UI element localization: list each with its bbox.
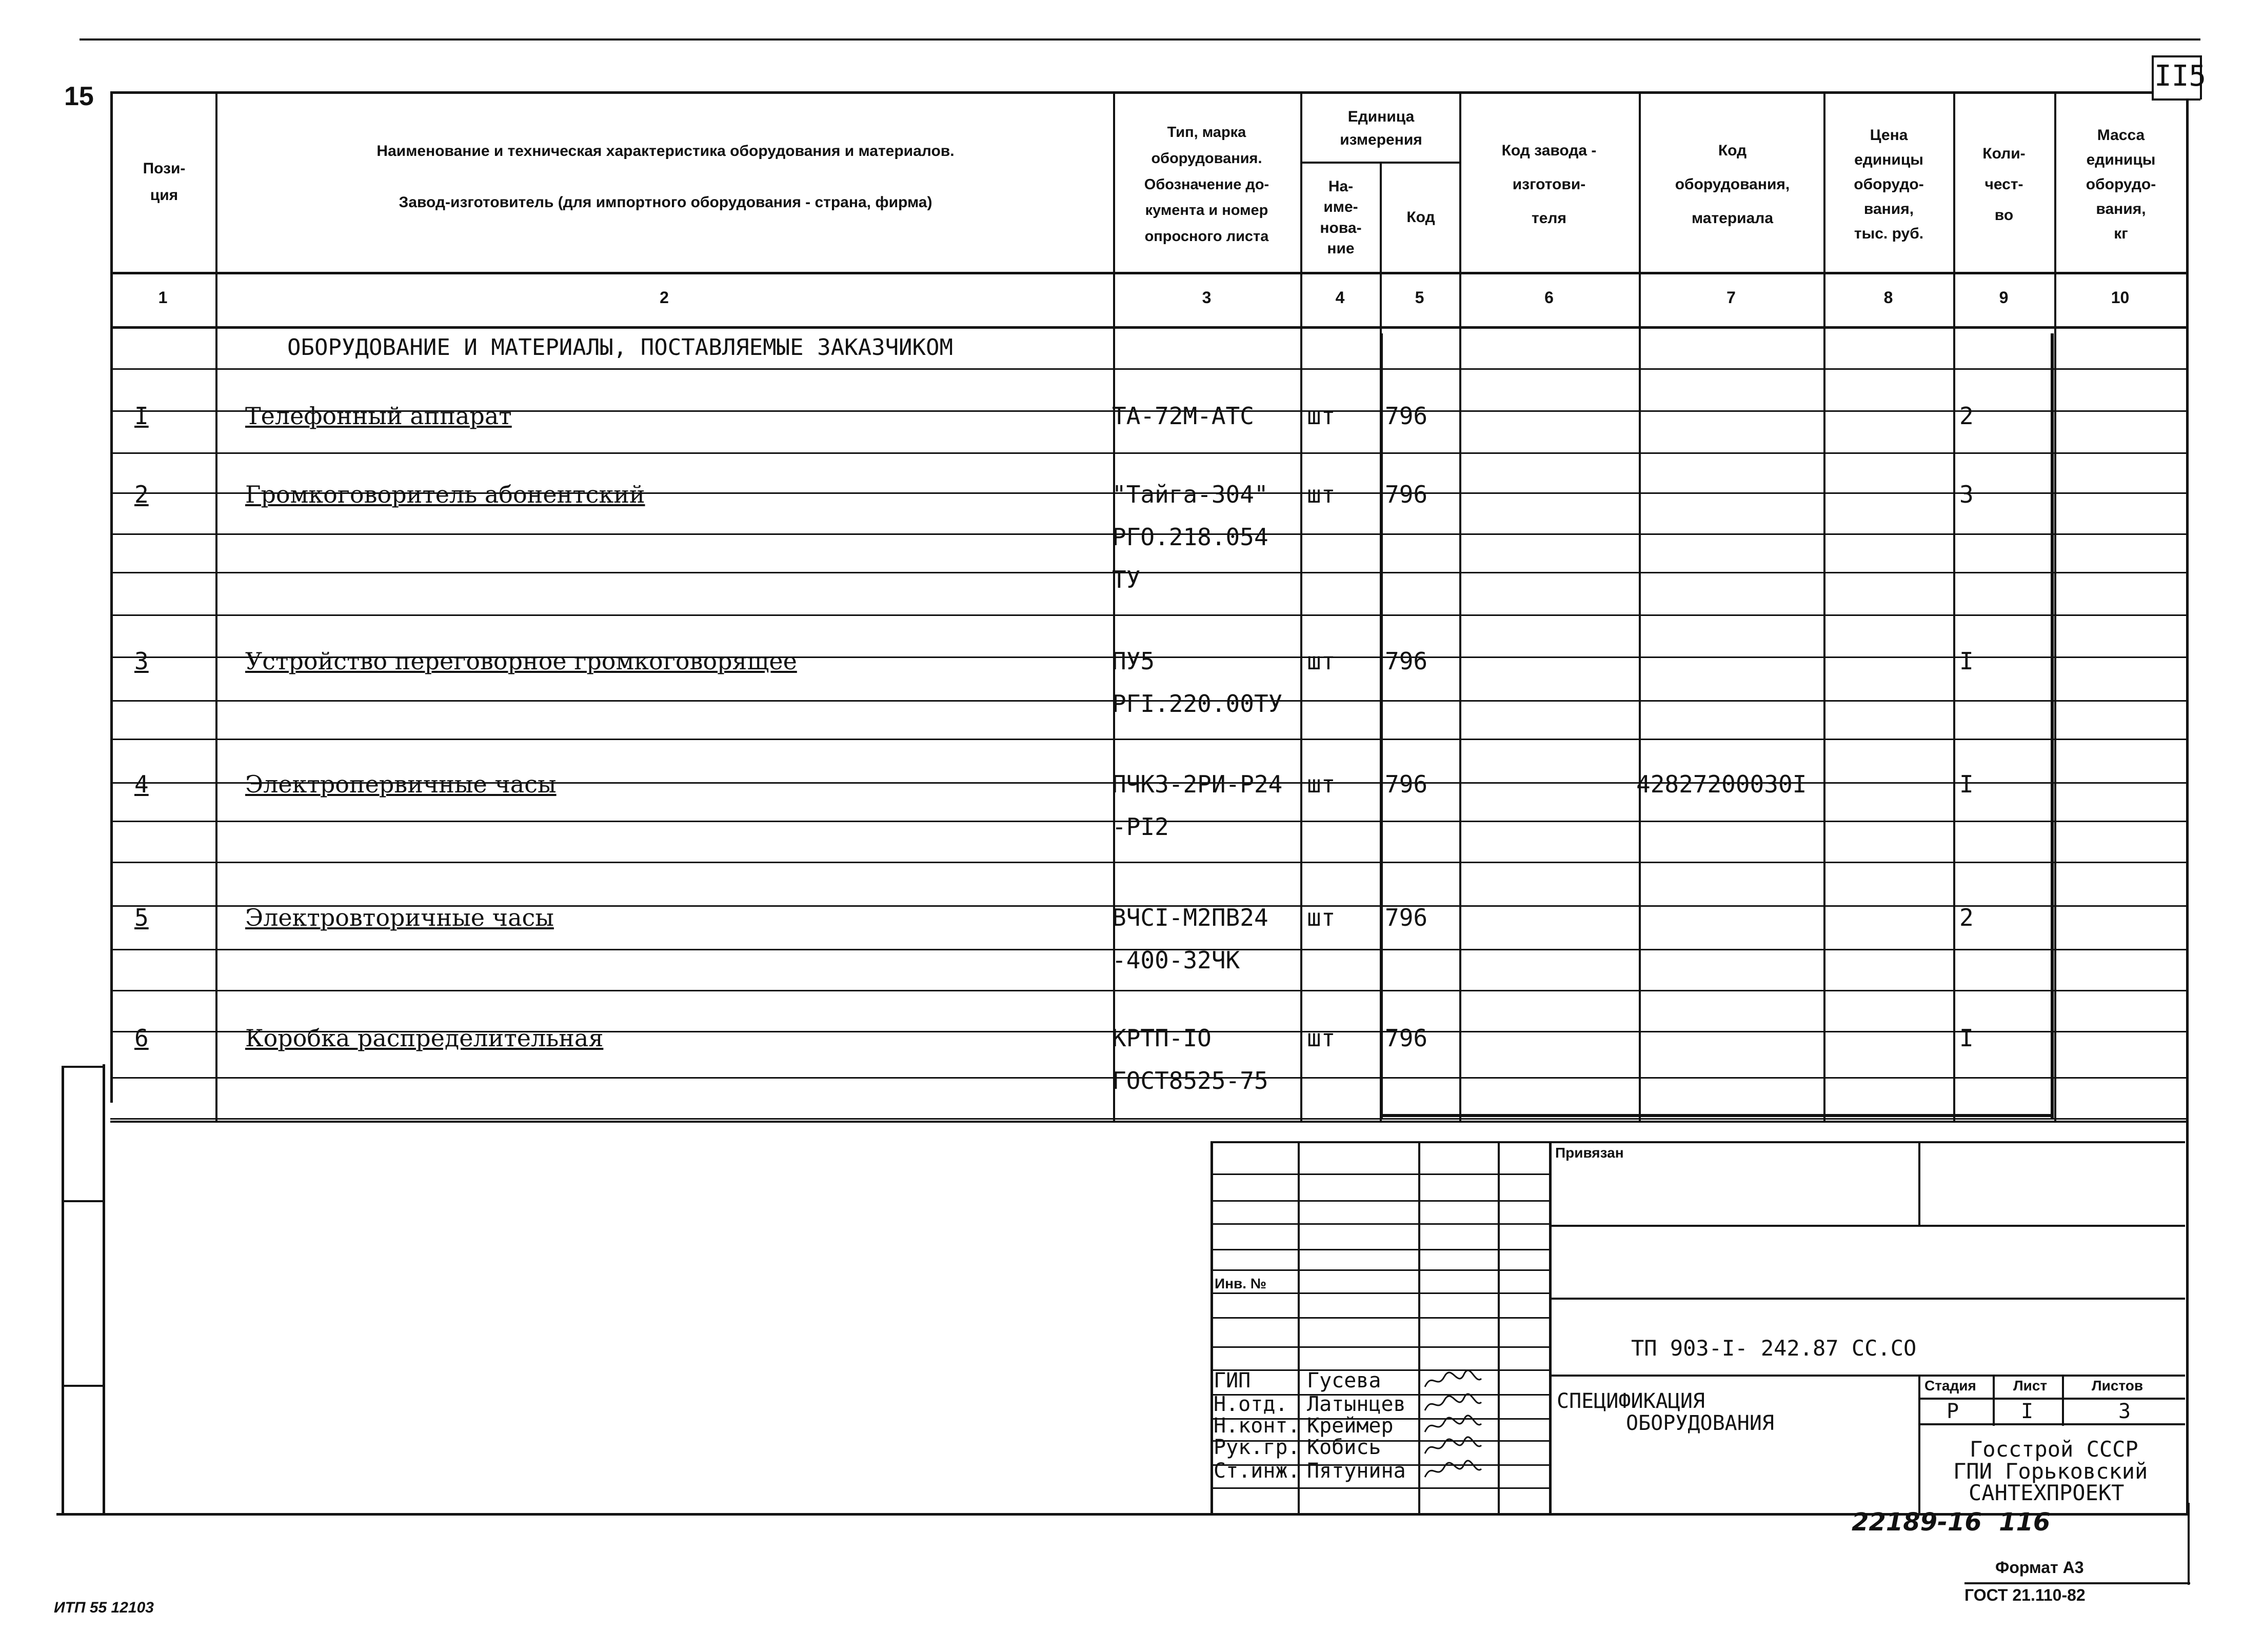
column-divider (2054, 91, 2056, 1121)
binding-strip-line (62, 1067, 64, 1513)
role-label: Ст.инж. (1214, 1459, 1300, 1483)
row-name: Громкоговоритель абонентский (245, 481, 645, 508)
header-unit-name: На- име- нова- ние (1320, 177, 1362, 257)
bottom-left-code: ИТП 55 12103 (54, 1599, 154, 1616)
header-name-line2: Завод-изготовитель (для импортного оборудования - страна, фирма) (399, 193, 932, 211)
title-block-row-line (1210, 1249, 1549, 1250)
title-block-row-line (1210, 1200, 1549, 1202)
signature-icon (1422, 1369, 1483, 1392)
person-name: Кобись (1307, 1436, 1381, 1459)
row-unit-code: 796 (1385, 904, 1428, 931)
column-divider (1823, 91, 1825, 1121)
row-unit-code: 796 (1385, 647, 1428, 675)
row-quantity: I (1959, 770, 1974, 798)
row-equipment-code: 42827200030I (1636, 770, 1807, 798)
row-position: 5 (134, 904, 149, 931)
row-unit: шт (1307, 647, 1336, 675)
title-block-row-line (1210, 1346, 1549, 1348)
header-name-line1: Наименование и техническая характеристика оборудования и материалов. (376, 142, 955, 160)
document-code: ТП 903-I- 242.87 СС.СО (1631, 1336, 1917, 1361)
row-type: ТА-72М-АТС (1112, 402, 1254, 430)
handwritten-archive-code: 22189-16 116 (1852, 1508, 2051, 1537)
row-type: ТУ (1112, 566, 1141, 593)
header-unit-code: Код (1406, 209, 1435, 226)
organization-line3: САНТЕХПРОЕКТ (1969, 1480, 2125, 1505)
signature-icon (1422, 1415, 1483, 1437)
row-separator (110, 452, 2188, 454)
signature-icon (1422, 1436, 1483, 1459)
row-quantity: 2 (1959, 904, 1974, 931)
title-block-row-line (1210, 1269, 1549, 1271)
person-name: Креймер (1307, 1414, 1394, 1438)
row-name: Электропервичные часы (245, 770, 557, 798)
sheet-number: II5 (2154, 59, 2207, 93)
role-label: Н.отд. (1214, 1392, 1288, 1416)
row-type: ПУ5 (1112, 647, 1155, 675)
title-block-row-line (1210, 1487, 1549, 1489)
row-type: КРТП-IO (1112, 1024, 1212, 1052)
column-number: 8 (1883, 288, 1893, 307)
column-number: 6 (1544, 288, 1554, 307)
header-position: Пози- ция (143, 160, 186, 204)
section-title: ОБОРУДОВАНИЕ И МАТЕРИАЛЫ, ПОСТАВЛЯЕМЫЕ ЗАКАЗЧИКОМ (287, 334, 954, 361)
row-name: Устройство переговорное громкоговорящее (245, 647, 797, 675)
role-label: ГИП (1214, 1369, 1251, 1392)
organization-line1: Госстрой СССР (1970, 1437, 2138, 1462)
row-unit: шт (1307, 904, 1336, 931)
header-name (221, 95, 1110, 269)
row-position: I (134, 402, 149, 430)
sheets-value: 3 (2118, 1400, 2131, 1423)
row-separator (110, 368, 2188, 370)
person-name: Латынцев (1307, 1392, 1406, 1416)
title-block-row-line (1210, 1173, 1549, 1175)
row-separator (110, 990, 2188, 991)
left-page-number: 15 (64, 82, 94, 111)
row-unit: шт (1307, 402, 1336, 430)
column-number: 5 (1415, 288, 1424, 307)
row-position: 4 (134, 770, 149, 798)
header-type: Тип, марка оборудования. Обозначение до- кумента и номер опросного листа (1144, 124, 1269, 245)
row-quantity: I (1959, 1024, 1974, 1052)
format-label: Формат А3 (1995, 1558, 2084, 1577)
column-divider (1300, 91, 1302, 1121)
row-quantity: 3 (1959, 481, 1974, 508)
row-type: ПЧКЗ-2РИ-Р24 (1112, 770, 1283, 798)
column-number: 1 (158, 288, 168, 307)
row-separator (110, 739, 2188, 740)
row-position: 2 (134, 481, 149, 508)
row-position: 6 (134, 1024, 149, 1052)
person-name: Пятунина (1307, 1459, 1406, 1483)
doc-title-line1: СПЕЦИФИКАЦИЯ (1557, 1389, 1705, 1413)
title-block-row-line (1210, 1292, 1549, 1294)
column-number: 7 (1726, 288, 1736, 307)
row-type: "Тайга-304" (1112, 481, 1268, 508)
row-separator (110, 862, 2188, 863)
column-divider (215, 91, 217, 1121)
header-quantity: Коли- чест- во (1982, 145, 2026, 224)
column-divider (1459, 91, 1461, 1121)
signature-icon (1422, 1460, 1483, 1482)
row-unit-code: 796 (1385, 770, 1428, 798)
row-type: ГОСТ8525-75 (1112, 1067, 1268, 1094)
header-equipment-code: Код оборудования, материала (1675, 142, 1790, 227)
row-type: РГI.220.00ТУ (1112, 690, 1283, 718)
title-block-row-line (1210, 1317, 1549, 1319)
column-number: 3 (1202, 288, 1212, 307)
row-name: Телефонный аппарат (245, 402, 512, 430)
row-unit-code: 796 (1385, 1024, 1428, 1052)
gost-label: ГОСТ 21.110-82 (1964, 1586, 2086, 1604)
row-quantity: I (1959, 647, 1974, 675)
header-unit-group: Единица измерения (1340, 108, 1422, 148)
signature-icon (1422, 1393, 1483, 1416)
row-type: ВЧСI-М2ПВ24 (1112, 904, 1268, 931)
header-mass: Масса единицы оборудо- вания, кг (2086, 127, 2156, 242)
row-type: -400-32ЧК (1112, 946, 1240, 974)
column-number: 4 (1335, 288, 1345, 307)
column-number: 2 (660, 288, 669, 307)
sheets-label: Листов (2092, 1378, 2143, 1394)
sheet-label: Лист (2013, 1378, 2048, 1394)
row-separator (110, 614, 2188, 616)
row-unit: шт (1307, 481, 1336, 508)
row-separator (110, 572, 2188, 573)
column-divider (1639, 91, 1641, 1121)
row-position: 3 (134, 647, 149, 675)
role-label: Рук.гр. (1214, 1436, 1300, 1459)
column-number: 9 (1999, 288, 2009, 307)
organization-line2: ГПИ Горьковский (1953, 1459, 2148, 1484)
row-unit: шт (1307, 1024, 1336, 1052)
inventory-label: Инв. № (1215, 1276, 1267, 1291)
row-name: Электровторичные часы (245, 904, 554, 931)
person-name: Гусева (1307, 1369, 1381, 1392)
header-price: Цена единицы оборудо- вания, тыс. руб. (1854, 127, 1924, 242)
stage-value: Р (1947, 1400, 1959, 1423)
doc-title-line2: ОБОРУДОВАНИЯ (1626, 1411, 1774, 1435)
header-factory-code: Код завода - изготови- теля (1501, 142, 1597, 227)
row-separator (110, 1118, 2188, 1120)
row-unit-code: 796 (1385, 402, 1428, 430)
sheet-value: I (2021, 1400, 2034, 1423)
stage-label: Стадия (1924, 1378, 1976, 1394)
row-unit-code: 796 (1385, 481, 1428, 508)
row-type: -РI2 (1112, 813, 1169, 841)
column-number: 10 (2111, 288, 2130, 307)
row-type: РГО.218.054 (1112, 523, 1268, 551)
privyazan-label: Привязан (1555, 1145, 1624, 1161)
role-label: Н.конт. (1214, 1414, 1300, 1438)
row-name: Коробка распределительная (245, 1024, 604, 1052)
row-unit: шт (1307, 770, 1336, 798)
row-quantity: 2 (1959, 402, 1974, 430)
title-block-row-line (1210, 1223, 1549, 1225)
